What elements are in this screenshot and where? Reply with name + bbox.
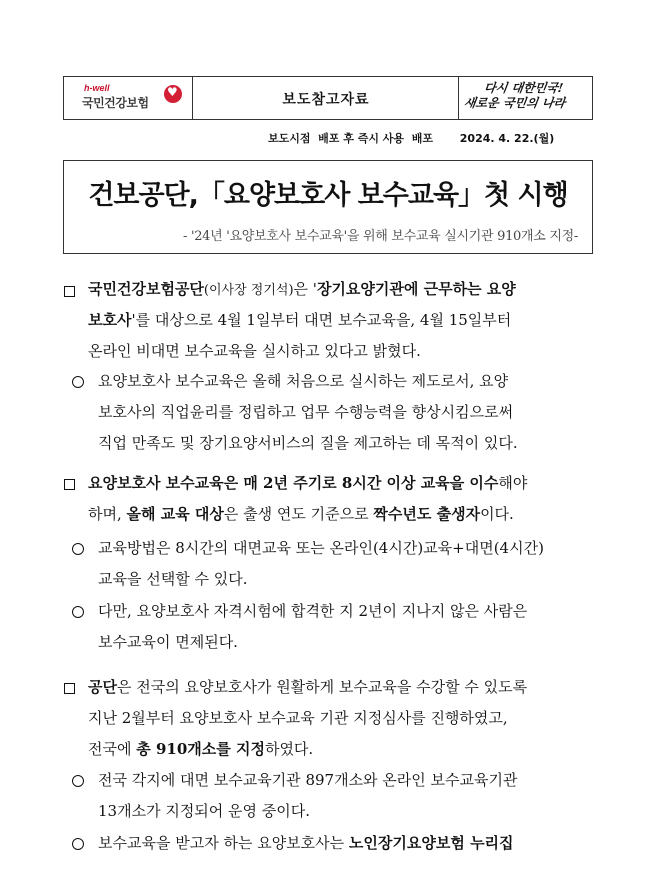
text: 국민건강보험공단 <box>88 280 204 298</box>
text: 보수교육을 받고자 하는 요양보호사는 <box>98 834 349 852</box>
circle-bullet-icon <box>72 775 84 787</box>
text: 은 전국의 요양보호사가 원활하게 보수교육을 수강할 수 있도록 <box>116 678 528 696</box>
paragraph-2c <box>98 596 527 658</box>
text: 해야 <box>498 474 528 492</box>
slogan-line1: 다시 대한민국! <box>483 81 565 95</box>
text: 장기요양기관에 근무하는 요양 <box>316 280 516 298</box>
circle-bullet-icon <box>72 376 84 388</box>
square-bullet-icon <box>64 683 75 694</box>
text: 요양보호사 보수교육은 올해 처음으로 실시하는 제도로서, 요양 <box>98 372 509 390</box>
slogan <box>463 81 589 111</box>
headline: 건보공단,「요양보호사 보수교육」첫 시행 <box>88 180 568 211</box>
paragraph-3b <box>98 765 518 827</box>
release-label: 보도시점 배포 후 즉시 사용 배포 <box>268 132 433 145</box>
circle-bullet-icon <box>72 543 84 555</box>
text: 노인장기요양보험 누리집 <box>348 834 514 852</box>
paragraph-1b <box>98 366 518 459</box>
circle-bullet-icon <box>72 838 84 850</box>
text: 은 ' <box>293 280 317 298</box>
text: 이다. <box>480 505 514 523</box>
paragraph-2b <box>98 533 544 595</box>
text: 보수교육이 면제된다. <box>98 633 238 651</box>
text: (이사장 정기석) <box>203 283 294 298</box>
square-bullet-icon <box>64 479 75 490</box>
text: 은 출생 연도 기준으로 <box>223 505 374 523</box>
subheadline: - '24년 '요양보호사 보수교육'을 위해 보수교육 실시기관 910개소 지정- <box>183 229 578 244</box>
circle-bullet-icon <box>72 606 84 618</box>
paragraph-2 <box>88 468 527 530</box>
text: 하였다. <box>264 740 314 758</box>
text: '를 대상으로 4월 1일부터 대면 보수교육을, 4월 15일부터 <box>131 311 512 329</box>
release-date: 2024. 4. 22.(월) <box>459 132 555 145</box>
slogan-box <box>458 77 592 119</box>
text: 요양보호사 보수교육은 매 2년 주기로 8시간 이상 교육을 이수 <box>88 474 499 492</box>
text: 교육방법은 8시간의 대면교육 또는 온라인(4시간)교육+대면(4시간) <box>98 539 544 557</box>
text: 보호사의 직업윤리를 정립하고 업무 수행능력을 향상시킴으로써 <box>98 403 514 421</box>
square-bullet-icon <box>64 286 75 297</box>
logo-text: 국민건강보험 <box>82 96 149 110</box>
text: 교육을 선택할 수 있다. <box>98 570 248 588</box>
heart-logo-icon <box>164 85 182 103</box>
paragraph-3c <box>98 828 514 859</box>
text: 13개소가 지정되어 운영 중이다. <box>98 802 311 820</box>
nhis-logo <box>64 77 193 119</box>
text: 공단 <box>88 678 117 696</box>
text: 다만, 요양보호사 자격시험에 합격한 지 2년이 지나지 않은 사람은 <box>98 602 528 620</box>
text: 지난 2월부터 요양보호사 보수교육 기관 지정심사를 진행하였고, <box>88 709 508 727</box>
logo-subtitle: h-well <box>84 83 110 93</box>
text: 올해 교육 대상 <box>126 505 224 523</box>
slogan-line2: 새로운 국민의 나라 <box>463 96 567 110</box>
text: 하며, <box>88 505 127 523</box>
title-box <box>63 160 593 254</box>
text: 총 910개소를 지정 <box>136 740 265 758</box>
text: 짝수년도 출생자 <box>373 505 481 523</box>
text: 직업 만족도 및 장기요양서비스의 질을 제고하는 데 목적이 있다. <box>98 434 518 452</box>
release-info <box>268 130 554 146</box>
paragraph-3 <box>88 672 527 765</box>
doc-type-label: 보도참고자료 <box>282 92 370 108</box>
text: 전국 각지에 대면 보수교육기관 897개소와 온라인 보수교육기관 <box>98 771 518 789</box>
press-header <box>63 76 593 120</box>
paragraph-1 <box>88 274 516 367</box>
text: 보호사 <box>88 311 132 329</box>
text: 전국에 <box>88 740 137 758</box>
text: 온라인 비대면 보수교육을 실시하고 있다고 밝혔다. <box>88 342 421 360</box>
